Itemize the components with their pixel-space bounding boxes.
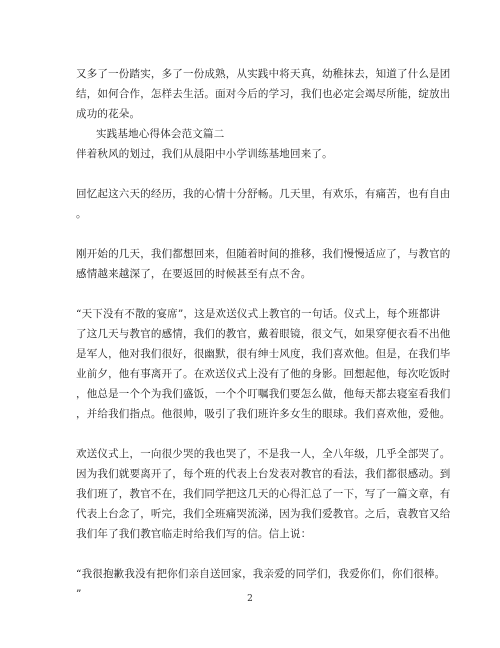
paragraph-2 (76, 144, 426, 164)
text-line: 业前夕，他有事离开了。在欢送仪式上没有了他的身影。回想起他，每次吃饭时 (76, 368, 451, 380)
text-line: 。 (76, 208, 87, 220)
text-line: 结，如何合作，怎样去生活。面对今后的学习，我们也必定会竭尽所能，绽放出 (76, 88, 451, 100)
text-line: 成功的花朵。 (76, 108, 141, 120)
text-line: ，并给我们指点。他很帅，吸引了我们班许多女生的眼球。我们喜欢他，爱他。 (76, 408, 451, 420)
paragraph-spacer (76, 224, 426, 244)
text-line: 我们年了我们教官临走时给我们写的信。信上说： (76, 528, 312, 540)
section-heading (76, 124, 426, 144)
text-line: 刚开始的几天，我们都想回来，但随着时间的推移，我们慢慢适应了，与教官的 (76, 248, 451, 260)
paragraph-spacer (76, 424, 426, 444)
text-line: 代表上台念了，听完，我们全班痛哭流涕，因为我们爱教官。之后，袁教官又给 (76, 508, 451, 520)
paragraph-5 (76, 304, 451, 424)
paragraph-3 (76, 184, 451, 224)
text-line: 伴着秋风的划过，我们从晨阳中小学训练基地回来了。 (76, 148, 333, 160)
text-line: 了这几天与教官的感情，我们的教官，戴着眼镜，很文气，如果穿便衣看不出他 (76, 328, 451, 340)
paragraph-4 (76, 244, 451, 284)
paragraph-6 (76, 444, 451, 544)
page-number: 2 (247, 594, 253, 604)
text-line: 因为我们就要离开了，每个班的代表上台发表对教官的看法，我们都很感动。到 (76, 468, 451, 480)
text-line: ” (76, 588, 82, 600)
paragraph-spacer (76, 284, 426, 304)
text-line: “我很抱歉我没有把你们亲自送回家，我亲爱的同学们，我爱你们，你们很棒。 (76, 568, 446, 580)
paragraph-spacer (76, 544, 426, 564)
paragraph-1 (76, 64, 451, 124)
text-line: 又多了一份踏实，多了一份成熟，从实践中将天真，幼稚抹去，知道了什么是团 (76, 68, 451, 80)
text-line: “天下没有不散的宴席”，这是欢送仪式上教官的一句话。仪式上，每个班都讲 (76, 308, 441, 320)
text-line: 欢送仪式上，一向很少哭的我也哭了，不是我一人，全八年级，几乎全部哭了。 (76, 448, 451, 460)
document-body (76, 64, 451, 604)
text-line: 是军人，他对我们很好，很幽默，很有绅士风度，我们喜欢他。但是，在我们毕 (76, 348, 451, 360)
text-line: ，他总是一个个为我们盛饭，一个个叮嘱我们要怎么做，他每天都去寝室看我们 (76, 388, 451, 400)
text-line: 感情越来越深了，在要返回的时候甚至有点不舍。 (76, 268, 312, 280)
text-line: 我们班了，教官不在，我们同学把这几天的心得汇总了一下，写了一篇文章，有 (76, 488, 451, 500)
text-line: 回忆起这六天的经历，我的心情十分舒畅。几天里，有欢乐，有痛苦，也有自由 (76, 188, 451, 200)
paragraph-spacer (76, 164, 426, 184)
heading-text: 实践基地心得体会范文篇二 (96, 128, 225, 140)
